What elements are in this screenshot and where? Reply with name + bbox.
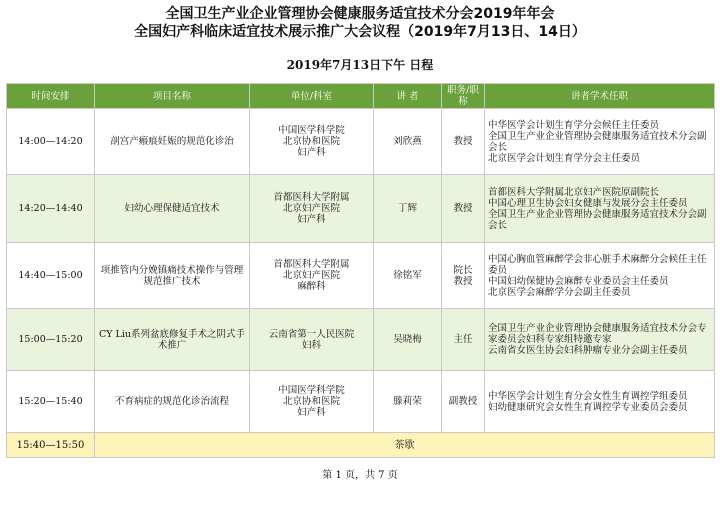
header-unit: 单位/科室 [250,84,374,109]
cell-time: 14:40—15:00 [7,243,95,309]
cell-time: 14:00—14:20 [7,109,95,175]
cell-position: 教授 [442,109,485,175]
conference-title: 全国卫生产业企业管理协会健康服务适宜技术分会2019年年会 [165,6,555,22]
break-time: 15:40—15:50 [7,433,95,458]
table-row [7,309,715,371]
cell-academic-roles: 首都医科大学附属北京妇产医院原副院长 中国心理卫生协会妇女健康与发展分会主任委员 全国卫生产业企业管理协会健康服务适宜技术分会副会长 [485,175,715,243]
header-speaker: 讲 者 [374,84,442,109]
cell-academic-roles: 中华医学会计划生育学分会候任主任委员 全国卫生产业企业管理协会健康服务适宜技术分会副会长 北京医学会计划生育学分会主任委员 [485,109,715,175]
cell-topic: 剖宫产瘢痕妊娠的规范化诊治 [95,109,250,175]
cell-time: 15:20—15:40 [7,371,95,433]
cell-unit: 中国医学科学院 北京协和医院 妇产科 [250,371,374,433]
tea-break-row [7,433,715,458]
conference-subtitle: 全国妇产科临床适宜技术展示推广大会议程（2019年7月13日、14日） [134,24,586,40]
cell-position: 主任 [442,309,485,371]
header-position: 职务/职称 [442,84,485,109]
cell-time: 15:00—15:20 [7,309,95,371]
schedule-table [6,83,715,458]
cell-unit: 首都医科大学附属 北京妇产医院 妇产科 [250,175,374,243]
header-topic: 项目名称 [95,84,250,109]
cell-speaker: 吴晓梅 [374,309,442,371]
cell-unit: 中国医学科学院 北京协和医院 妇产科 [250,109,374,175]
cell-unit: 首都医科大学附属 北京妇产医院 麻醉科 [250,243,374,309]
cell-topic: CY Liu系列盆底修复手术之阴式手术推广 [95,309,250,371]
cell-academic-roles: 全国卫生产业企业管理协会健康服务适宜技术分会专家委员会妇科专家组特邀专家 云南省女医生协会妇科肿瘤专业分会副主任委员 [485,309,715,371]
cell-topic: 项推管内分娩镇痛技术操作与管理规范推广技术 [95,243,250,309]
page-indicator: 第 1 页，共 7 页 [322,470,398,481]
header-time: 时间安排 [7,84,95,109]
cell-speaker: 滕莉荣 [374,371,442,433]
cell-time: 14:20—14:40 [7,175,95,243]
cell-academic-roles: 中华医学会计划生育分会女性生育调控学组委员 妇幼健康研究会女性生育调控学专业委员会委员 [485,371,715,433]
cell-position: 院长 教授 [442,243,485,309]
cell-speaker: 徐铭军 [374,243,442,309]
cell-speaker: 丁辉 [374,175,442,243]
break-label: 茶歇 [95,433,715,458]
table-row [7,243,715,309]
table-row [7,109,715,175]
cell-academic-roles: 中国心胸血管麻醉学会非心脏手术麻醉分会候任主任委员 中国妇幼保健协会麻醉专业委员会主任委员 北京医学会麻醉学分会副主任委员 [485,243,715,309]
table-row [7,175,715,243]
header-academic-roles: 讲者学术任职 [485,84,715,109]
cell-topic: 妇幼心理保健适宜技术 [95,175,250,243]
cell-position: 教授 [442,175,485,243]
table-header-row [7,84,715,109]
cell-topic: 不育病症的规范化诊治流程 [95,371,250,433]
table-row [7,371,715,433]
session-date: 2019年7月13日下午 日程 [286,58,434,72]
cell-speaker: 刘欣燕 [374,109,442,175]
cell-unit: 云南省第一人民医院 妇科 [250,309,374,371]
cell-position: 副教授 [442,371,485,433]
